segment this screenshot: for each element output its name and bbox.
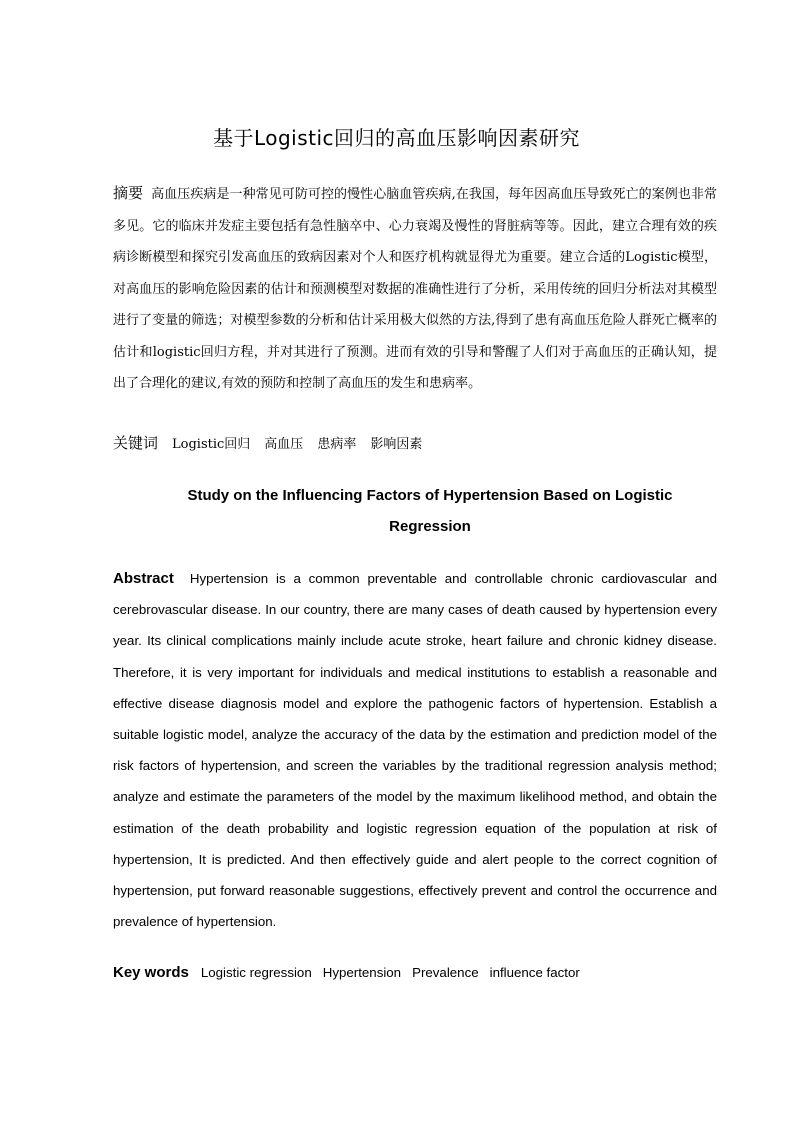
english-abstract	[113, 563, 717, 937]
chinese-abstract-text: 高血压疾病是一种常见可防可控的慢性心脑血管疾病,在我国，每年因高血压导致死亡的案例也非常多见。它的临床并发症主要包括有急性脑卒中、心力衰竭及慢性的肾脏病等等。因此，建立合理有效的疾病诊断模型和探究引发高血压的致病因素对个人和医疗机构就显得尤为重要。建立合适的Logistic模型，对高血压的影响危险因素的估计和预测模型对数据的准确性进行了分析，采用传统的回归分析法对其模型进行了变量的筛选；对模型参数的分析和估计采用极大似然的方法,得到了患有高血压危险人群死亡概率的估计和logistic回归方程，并对其进行了预测。进而有效的引导和警醒了人们对于高血压的正确认知，提出了合理化的建议,有效的预防和控制了高血压的发生和患病率。	[113, 187, 717, 391]
english-abstract-label: Abstract	[113, 570, 174, 587]
chinese-title: 基于Logistic回归的高血压影响因素研究	[212, 126, 581, 150]
chinese-keyword: 患病率	[317, 437, 357, 452]
chinese-abstract	[113, 178, 717, 400]
chinese-keyword: 高血压	[264, 437, 304, 452]
english-title: Study on the Influencing Factors of Hypertension Based on Logistic Regression	[187, 487, 673, 535]
chinese-keywords	[113, 430, 717, 458]
chinese-keyword: 影响因素	[370, 437, 423, 452]
english-keyword: Logistic regression	[200, 965, 312, 980]
chinese-abstract-label: 摘要	[113, 184, 144, 202]
english-keyword: Prevalence	[412, 965, 479, 980]
english-abstract-text: Hypertension is a common preventable and controllable chronic cardiovascular and cerebrovascular disease. In our country, there are many cases of death caused by hypertension every year. Its clinical complications mainly include acute stroke, heart failure and chronic kidney disease. Therefore, it is very important for individuals and medical institutions to establish a reasonable and effective disease diagnosis model and explore the pathogenic factors of hypertension. Establish a suitable logistic model, analyze the accuracy of the data by the estimation and prediction model of the risk factors of hypertension, and screen the variables by the traditional regression analysis method; analyze and estimate the parameters of the model by the maximum likelihood method, and obtain the estimation of the death probability and logistic regression equation of the population at risk of hypertension, It is predicted. And then effectively guide and alert people to the correct cognition of hypertension, put forward reasonable suggestions, effectively prevent and control the occurrence and prevalence of hypertension.	[113, 571, 717, 930]
english-keyword: influence factor	[489, 965, 580, 980]
english-keywords	[113, 960, 717, 986]
english-keyword: Hypertension	[322, 965, 402, 980]
english-keywords-label: Key words	[113, 964, 189, 981]
chinese-keyword: Logistic回归	[172, 437, 251, 452]
chinese-keywords-label: 关键词	[113, 434, 159, 452]
